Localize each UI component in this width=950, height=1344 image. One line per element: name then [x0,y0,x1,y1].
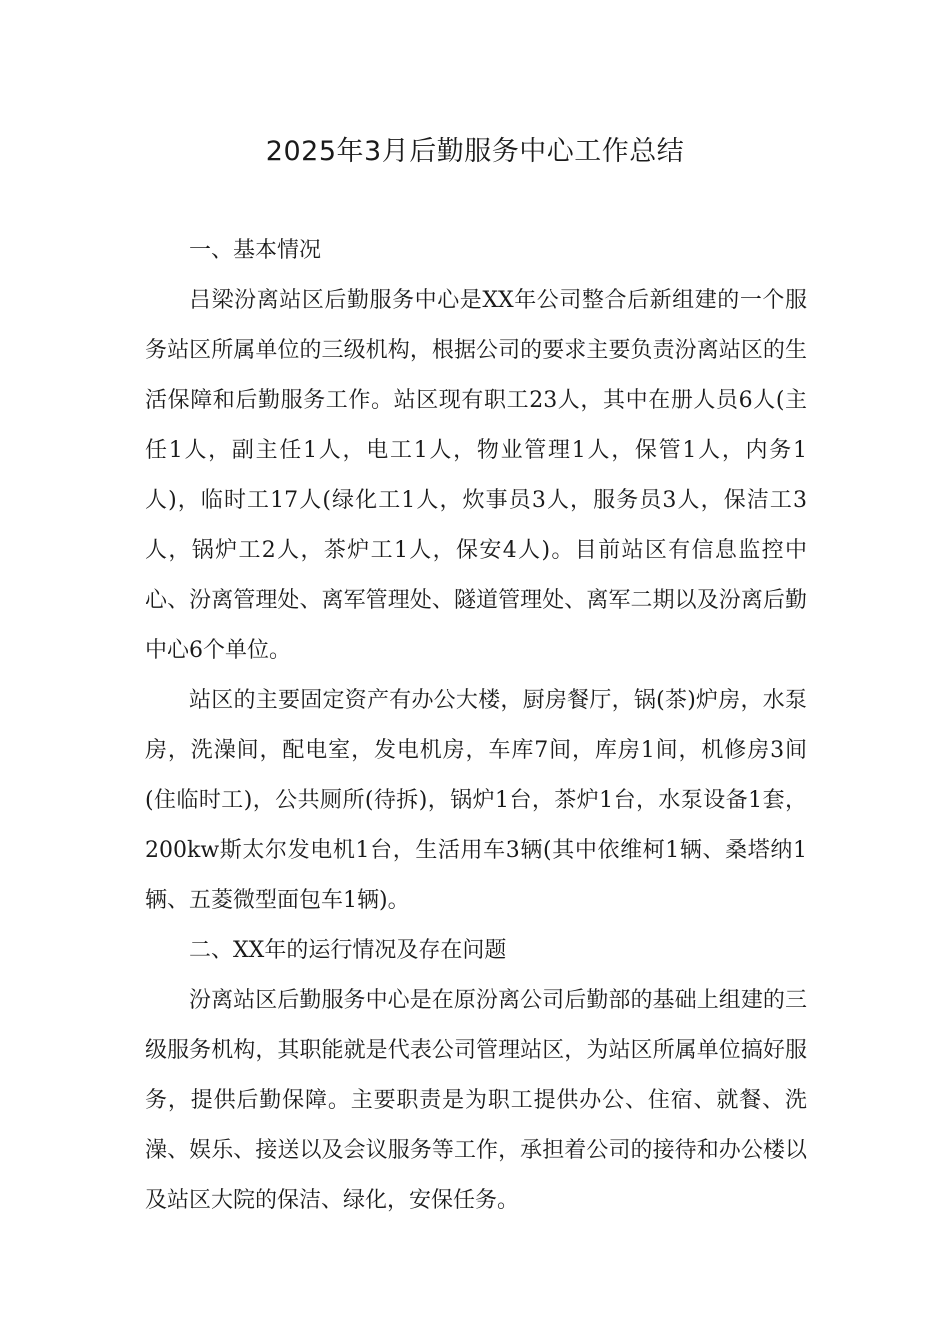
document-title: 2025年3月后勤服务中心工作总结 [265,136,685,167]
paragraph-organization-overview: 吕梁汾离站区后勤服务中心是XX年公司整合后新组建的一个服务站区所属单位的三级机构，根据公司的要求主要负责汾离站区的生活保障和后勤服务工作。站区现有职工23人，其中在册人员6人(主任1人，副主任1人，电工1人，物业管理1人，保管1人，内务1人)，临时工17人(绿化工1人，炊事员3人，服务员3人，保洁工3人，锅炉工2人，茶炉工1人，保安4人)。目前站区有信息监控中心、汾离管理处、离军管理处、隧道管理处、离军二期以及汾离后勤中心6个单位。 [145,288,807,663]
section-heading-operation-issues: 二、XX年的运行情况及存在问题 [189,938,507,963]
paragraph-service-duties: 汾离站区后勤服务中心是在原汾离公司后勤部的基础上组建的三级服务机构，其职能就是代表公司管理站区，为站区所属单位搞好服务，提供后勤保障。主要职责是为职工提供办公、住宿、就餐、洗澡、娱乐、接送以及会议服务等工作，承担着公司的接待和办公楼以及站区大院的保洁、绿化，安保任务。 [145,988,807,1213]
paragraph-fixed-assets: 站区的主要固定资产有办公大楼，厨房餐厅，锅(茶)炉房，水泵房，洗澡间，配电室，发电机房，车库7间，库房1间，机修房3间(住临时工)，公共厕所(待拆)，锅炉1台，茶炉1台，水泵设备1套，200kw斯太尔发电机1台，生活用车3辆(其中依维柯1辆、桑塔纳1辆、五菱微型面包车1辆)。 [145,688,807,913]
section-heading-basic-situation: 一、基本情况 [189,238,322,263]
document-body [145,226,807,1226]
